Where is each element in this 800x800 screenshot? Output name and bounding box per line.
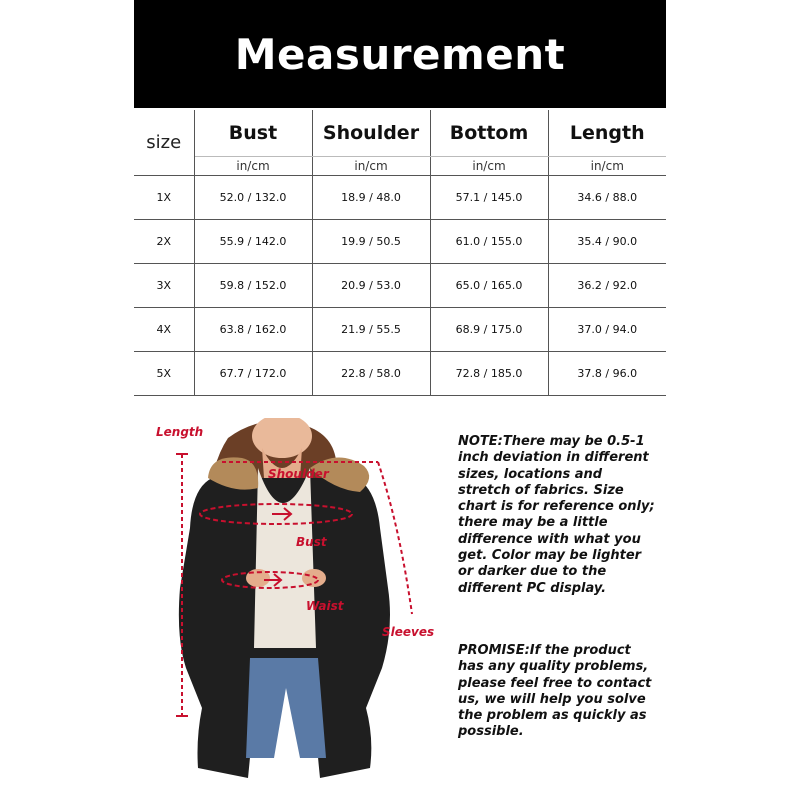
column-header-length: Length	[548, 110, 666, 157]
bottom-cell: 61.0 / 155.0	[430, 220, 548, 264]
size-cell: 5X	[134, 352, 194, 396]
bust-cell: 52.0 / 132.0	[194, 176, 312, 220]
length-cell: 34.6 / 88.0	[548, 176, 666, 220]
bust-cell: 67.7 / 172.0	[194, 352, 312, 396]
length-cell: 37.0 / 94.0	[548, 308, 666, 352]
column-header-shoulder: Shoulder	[312, 110, 430, 157]
column-header-bottom: Bottom	[430, 110, 548, 157]
column-header-bust: Bust	[194, 110, 312, 157]
header-banner	[134, 0, 666, 108]
shoulder-cell: 21.9 / 55.5	[312, 308, 430, 352]
unit-label: in/cm	[194, 157, 312, 176]
size-cell: 4X	[134, 308, 194, 352]
unit-label: in/cm	[312, 157, 430, 176]
waist-label: Waist	[306, 599, 344, 613]
unit-label: in/cm	[548, 157, 666, 176]
jeans-shape	[246, 658, 326, 758]
bust-cell: 63.8 / 162.0	[194, 308, 312, 352]
table-row	[134, 308, 666, 352]
bottom-cell: 72.8 / 185.0	[430, 352, 548, 396]
size-cell: 1X	[134, 176, 194, 220]
bottom-cell: 57.1 / 145.0	[430, 176, 548, 220]
bust-cell: 59.8 / 152.0	[194, 264, 312, 308]
bust-cell: 55.9 / 142.0	[194, 220, 312, 264]
column-header-size: size	[134, 110, 194, 176]
length-cell: 36.2 / 92.0	[548, 264, 666, 308]
note-text: NOTE:There may be 0.5-1 inch deviation in different sizes, locations and stretch of fabrics. Size chart is for reference only; there may be a little difference with what you get. Color may be lighter or darker due to the different PC display.	[458, 434, 655, 596]
length-cell: 35.4 / 90.0	[548, 220, 666, 264]
size-cell: 2X	[134, 220, 194, 264]
shoulder-label: Shoulder	[268, 467, 329, 481]
table-header-row	[134, 110, 666, 157]
sleeves-label: Sleeves	[382, 625, 435, 639]
shoulder-cell: 22.8 / 58.0	[312, 352, 430, 396]
unit-row	[134, 157, 666, 176]
table-row	[134, 264, 666, 308]
bottom-cell: 68.9 / 175.0	[430, 308, 548, 352]
jacket-measurement-figure	[150, 418, 450, 800]
table-row	[134, 220, 666, 264]
table-row	[134, 176, 666, 220]
shoulder-cell: 18.9 / 48.0	[312, 176, 430, 220]
size-chart-table	[134, 110, 666, 396]
length-label: Length	[156, 425, 204, 439]
promise-text: PROMISE:If the product has any quality problems, please feel free to contact us, we will help you solve the problem as quickly as possible.	[458, 643, 652, 740]
size-cell: 3X	[134, 264, 194, 308]
shoulder-cell: 19.9 / 50.5	[312, 220, 430, 264]
unit-label: in/cm	[430, 157, 548, 176]
length-cell: 37.8 / 96.0	[548, 352, 666, 396]
page-title: Measurement	[234, 29, 566, 79]
bust-label: Bust	[296, 535, 327, 549]
shoulder-cell: 20.9 / 53.0	[312, 264, 430, 308]
table-row	[134, 352, 666, 396]
bottom-cell: 65.0 / 165.0	[430, 264, 548, 308]
hand-shape	[302, 569, 326, 587]
